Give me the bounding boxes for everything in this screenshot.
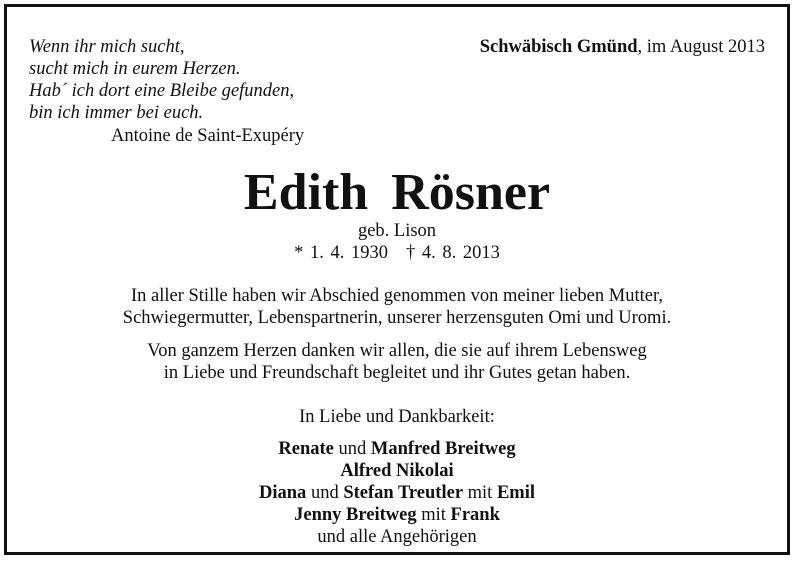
farewell-paragraph: [7, 285, 787, 329]
death-date: † 4. 8. 2013: [406, 243, 500, 263]
mourner-joiner: und: [306, 483, 344, 503]
poem-line-4: bin ich immer bei euch.: [29, 103, 204, 123]
life-dates: [7, 242, 787, 264]
poem-line-1: Wenn ihr mich sucht,: [29, 37, 185, 57]
farewell-line-1: In aller Stille haben wir Abschied genommen von meiner lieben Mutter,: [130, 286, 664, 306]
farewell-line-2: Schwiegermutter, Lebenspartnerin, unserer herzensguten Omi und Uromi.: [122, 308, 672, 328]
mourner-name: Jenny Breitweg: [294, 505, 417, 525]
mourner-line-1: [7, 438, 787, 460]
mourner-name: Manfred Breitweg: [370, 439, 516, 459]
mourner-name: Diana: [259, 483, 307, 503]
mourner-name: Emil: [496, 483, 535, 503]
mourner-joiner: und: [333, 439, 371, 459]
notice-date: , im August 2013: [637, 37, 765, 57]
mourners-list: [7, 438, 787, 548]
birth-date: * 1. 4. 1930: [294, 243, 388, 263]
poem-quote: [29, 36, 294, 124]
mourner-name: Frank: [450, 505, 500, 525]
mourner-name: Stefan Treutler: [343, 483, 464, 503]
thanks-line-2: in Liebe und Freundschaft begleitet und ihr Gutes getan haben.: [163, 363, 631, 383]
thanks-line-1: Von ganzem Herzen danken wir allen, die sie auf ihrem Lebensweg: [147, 341, 647, 361]
mourner-line-2: [7, 460, 787, 482]
mourner-joiner: mit: [463, 483, 497, 503]
thanks-paragraph: [7, 340, 787, 384]
mourner-joiner: mit: [416, 505, 451, 525]
mourner-line-4: [7, 504, 787, 526]
birth-name: geb. Lison: [357, 221, 437, 241]
closing-phrase: In Liebe und Dankbarkeit:: [299, 407, 495, 427]
poem-author: Antoine de Saint-Exupéry: [111, 126, 305, 146]
mourner-name: Alfred Nikolai: [340, 461, 454, 481]
mourner-line-3: [7, 482, 787, 504]
deceased-name: Edith Rösner: [243, 164, 551, 221]
place-and-date: [480, 36, 765, 58]
poem-line-2: sucht mich in eurem Herzen.: [29, 59, 241, 79]
obituary-notice: [4, 4, 790, 555]
mourner-line-5: und alle Angehörigen: [317, 527, 477, 547]
poem-line-3: Hab´ ich dort eine Bleibe gefunden,: [29, 81, 295, 101]
place-name: Schwäbisch Gmünd: [479, 37, 638, 57]
mourner-name: Renate: [278, 439, 334, 459]
